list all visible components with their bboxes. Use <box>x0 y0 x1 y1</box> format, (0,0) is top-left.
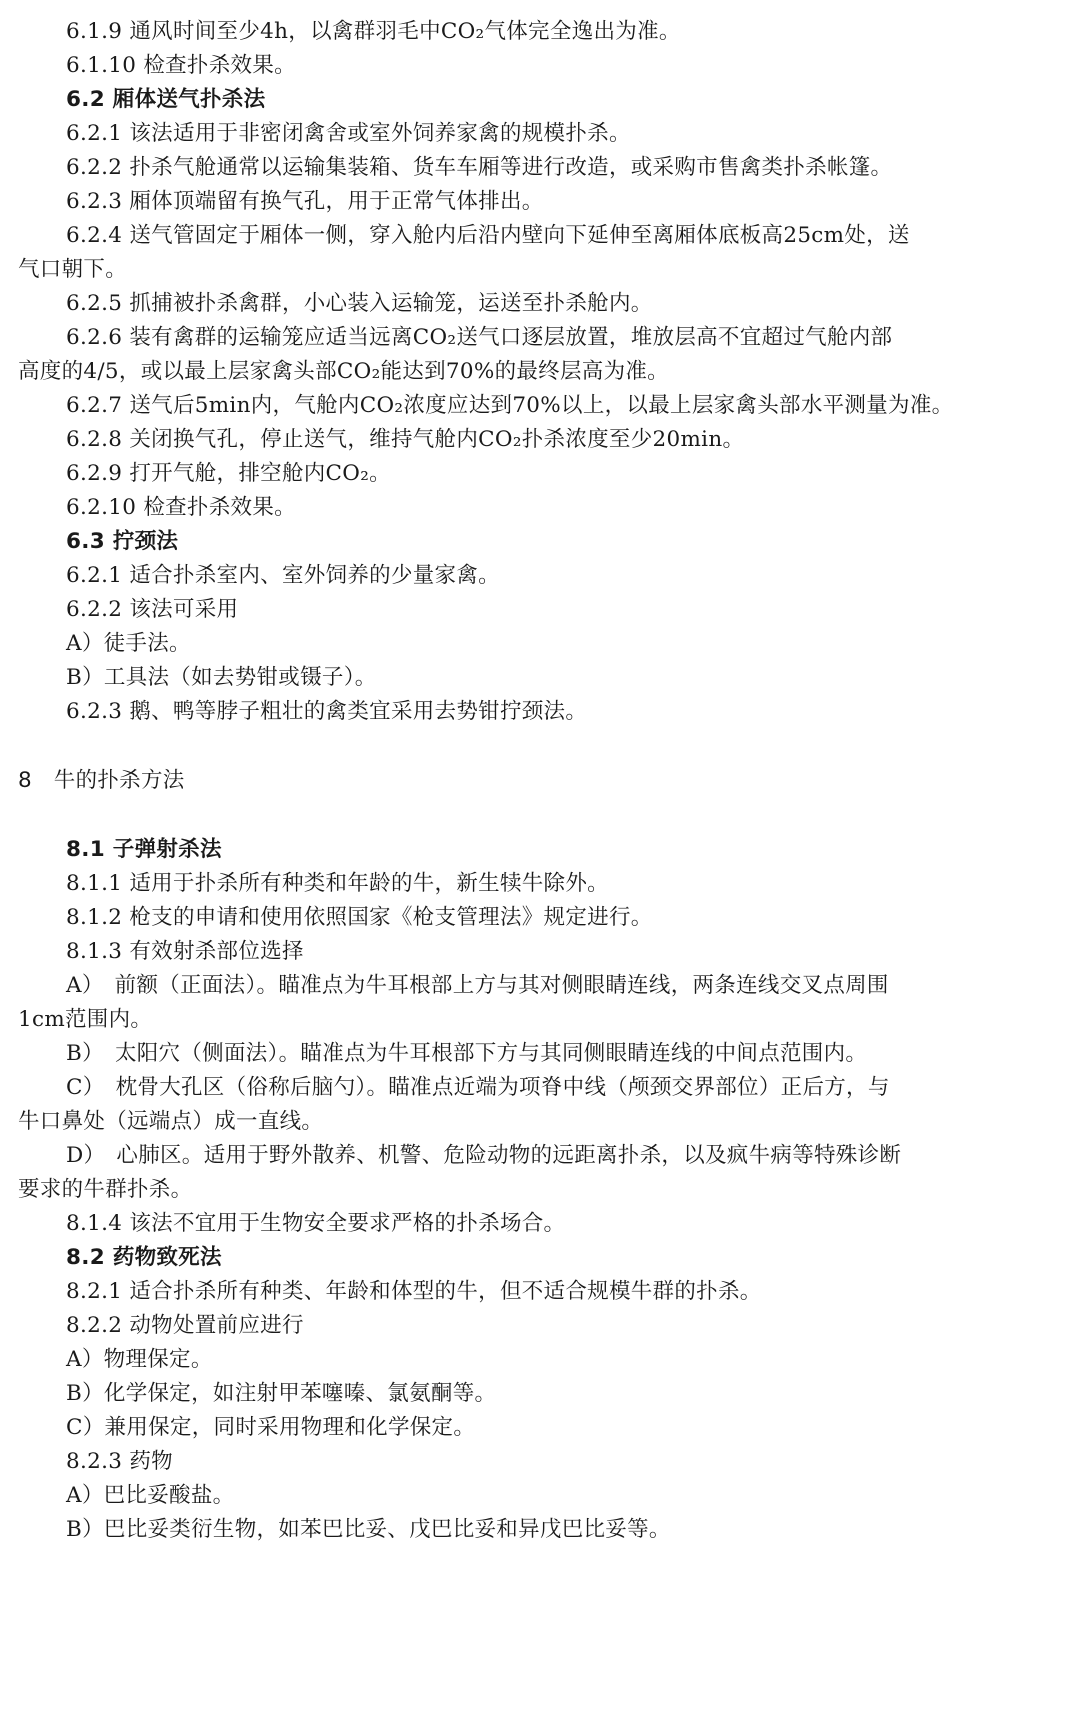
text-line: 6.2.8 关闭换气孔，停止送气，维持气舱内CO₂扑杀浓度至少20min。 <box>66 427 745 452</box>
list-item: B） 太阳穴（侧面法）。瞄准点为牛耳根部下方与其同侧眼睛连线的中间点范围内。 <box>66 1041 868 1066</box>
text-line: 6.1.10 检查扑杀效果。 <box>66 53 296 78</box>
text-line: 气口朝下。 <box>18 257 128 282</box>
list-item: A）物理保定。 <box>66 1347 213 1372</box>
text-line: 6.2.7 送气后5min内，气舱内CO₂浓度应达到70%以上，以最上层家禽头部水平测量为准。 <box>66 393 954 418</box>
list-item: A）巴比妥酸盐。 <box>66 1483 235 1508</box>
text-line: 1cm范围内。 <box>18 1007 153 1032</box>
chapter-heading: 8 牛的扑杀方法 <box>18 768 185 793</box>
text-line: 6.2.4 送气管固定于厢体一侧，穿入舱内后沿内壁向下延伸至离厢体底板高25cm处，送 <box>66 223 910 248</box>
text-line: 8.1.3 有效射杀部位选择 <box>66 939 304 964</box>
text-line: 8.1.1 适用于扑杀所有种类和年龄的牛，新生犊牛除外。 <box>66 871 609 896</box>
text-line: 6.2.1 适合扑杀室内、室外饲养的少量家禽。 <box>66 563 500 588</box>
text-line: 牛口鼻处（远端点）成一直线。 <box>18 1109 324 1134</box>
section-heading: 8.1 子弹射杀法 <box>66 837 222 862</box>
text-line: 6.2.6 装有禽群的运输笼应适当远离CO₂送气口逐层放置，堆放层高不宜超过气舱内部 <box>66 325 893 350</box>
text-line: 8.2.2 动物处置前应进行 <box>66 1313 304 1338</box>
text-line: 6.2.2 扑杀气舱通常以运输集装箱、货车车厢等进行改造，或采购市售禽类扑杀帐篷。 <box>66 155 893 180</box>
section-heading: 6.2 厢体送气扑杀法 <box>66 87 266 112</box>
text-line: 6.2.3 厢体顶端留有换气孔，用于正常气体排出。 <box>66 189 544 214</box>
text-line: 8.1.4 该法不宜用于生物安全要求严格的扑杀场合。 <box>66 1211 566 1236</box>
list-item: A）徒手法。 <box>66 631 191 656</box>
text-line: 6.2.2 该法可采用 <box>66 597 239 622</box>
text-line: 高度的4/5，或以最上层家禽头部CO₂能达到70%的最终层高为准。 <box>18 359 669 384</box>
list-item: B）化学保定，如注射甲苯噻嗪、氯氨酮等。 <box>66 1381 497 1406</box>
text-line: 6.2.5 抓捕被扑杀禽群，小心装入运输笼，运送至扑杀舱内。 <box>66 291 653 316</box>
section-heading: 8.2 药物致死法 <box>66 1245 222 1270</box>
list-item: B）巴比妥类衍生物，如苯巴比妥、戊巴比妥和异戊巴比妥等。 <box>66 1517 671 1542</box>
section-heading: 6.3 拧颈法 <box>66 529 179 554</box>
text-line: 8.2.3 药物 <box>66 1449 173 1474</box>
text-line: 6.2.9 打开气舱，排空舱内CO₂。 <box>66 461 391 486</box>
text-line: 6.1.9 通风时间至少4h，以禽群羽毛中CO₂气体完全逸出为准。 <box>66 19 681 44</box>
list-item: B）工具法（如去势钳或镊子）。 <box>66 665 377 690</box>
list-item: D） 心肺区。适用于野外散养、机警、危险动物的远距离扑杀，以及疯牛病等特殊诊断 <box>66 1143 902 1168</box>
text-line: 6.2.10 检查扑杀效果。 <box>66 495 296 520</box>
text-line: 8.2.1 适合扑杀所有种类、年龄和体型的牛，但不适合规模牛群的扑杀。 <box>66 1279 762 1304</box>
list-item: C）兼用保定，同时采用物理和化学保定。 <box>66 1415 476 1440</box>
list-item: A） 前额（正面法）。瞄准点为牛耳根部上方与其对侧眼睛连线，两条连线交叉点周围 <box>66 973 889 998</box>
list-item: C） 枕骨大孔区（俗称后脑勺）。瞄准点近端为项脊中线（颅颈交界部位）正后方，与 <box>66 1075 890 1100</box>
text-line: 要求的牛群扑杀。 <box>18 1177 193 1202</box>
text-line: 6.2.3 鹅、鸭等脖子粗壮的禽类宜采用去势钳拧颈法。 <box>66 699 588 724</box>
text-line: 6.2.1 该法适用于非密闭禽舍或室外饲养家禽的规模扑杀。 <box>66 121 631 146</box>
text-line: 8.1.2 枪支的申请和使用依照国家《枪支管理法》规定进行。 <box>66 905 653 930</box>
